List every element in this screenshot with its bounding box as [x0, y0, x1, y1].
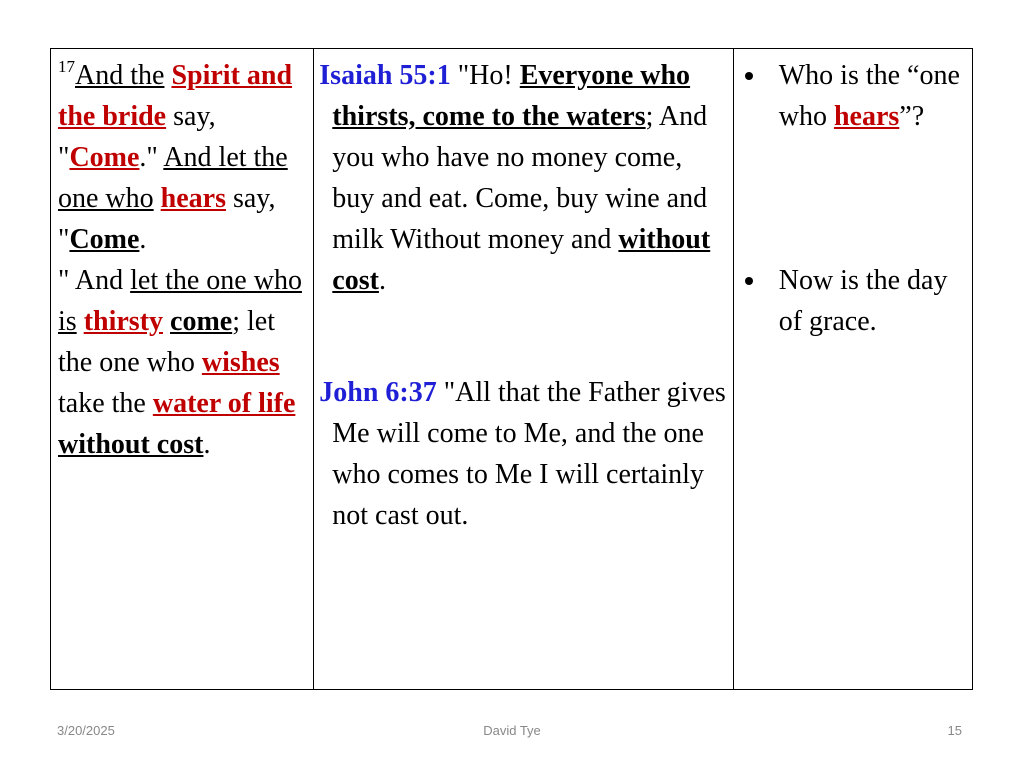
verse-text: let the one who is — [58, 265, 302, 337]
highlight-thirsty: thirsty — [83, 306, 164, 337]
verse-text — [154, 183, 161, 214]
passage-text: "Ho! — [450, 60, 520, 91]
highlight-hears: hears — [160, 183, 226, 214]
verse-number: 17 — [58, 57, 75, 76]
bullet-text: ”? — [899, 101, 925, 132]
passage-text: . — [378, 265, 386, 296]
page-number: 15 — [947, 723, 962, 738]
question-list — [742, 55, 968, 342]
footer-author: David Tye — [483, 723, 541, 738]
emphasis-come: come — [170, 306, 233, 337]
bullet-dot-icon — [745, 277, 753, 285]
verse-text: . — [139, 224, 147, 255]
bullet-item — [742, 55, 968, 137]
john-passage — [319, 372, 728, 536]
spacer — [319, 301, 728, 372]
verse-text: " And — [58, 265, 131, 296]
verse-text: ; let the one who — [58, 306, 275, 378]
questions-cell — [733, 49, 972, 690]
highlight-come: Come — [69, 142, 140, 173]
scripture-reference: John 6:37 — [319, 377, 437, 408]
emphasis-without-cost: without cost — [58, 429, 204, 460]
revelation-verse-cell — [51, 49, 314, 690]
verse-text: And let the one who — [58, 142, 288, 214]
passage-text: "All that the Father gives Me will come to Me, and the one who comes to Me I will certainly not cast out. — [332, 377, 726, 531]
isaiah-passage — [319, 55, 728, 301]
verse-text: say, " — [58, 101, 216, 173]
scripture-reference: Isaiah 55:1 — [319, 60, 451, 91]
verse-text — [163, 306, 170, 337]
passage-emphasis: without cost — [332, 224, 711, 296]
highlight-water-of-life: water of life — [152, 388, 296, 419]
content-table — [50, 48, 973, 690]
verse-text: say, " — [58, 183, 276, 255]
passage-emphasis: Everyone who thirsts, come to the waters — [332, 60, 691, 132]
highlight-spirit-bride: Spirit and the bride — [58, 60, 293, 132]
highlight-wishes: wishes — [201, 347, 280, 378]
bullet-item — [742, 260, 968, 342]
bullet-text: Who is the “one who — [778, 60, 960, 132]
verse-text — [77, 306, 84, 337]
bullet-text: Now is the day of grace. — [778, 265, 948, 337]
passage-text: ; And you who have no money come, buy and eat. Come, buy wine and milk Without money and — [332, 101, 708, 255]
verse-text: And the — [75, 60, 165, 91]
bullet-dot-icon — [745, 72, 753, 80]
highlight-hears: hears — [833, 101, 900, 132]
footer-date: 3/20/2025 — [57, 723, 115, 738]
cross-reference-cell — [314, 49, 733, 690]
verse-text: . — [203, 429, 211, 460]
verse-text: ." — [139, 142, 164, 173]
verse-text: take the — [58, 388, 153, 419]
emphasis-come: Come — [69, 224, 140, 255]
